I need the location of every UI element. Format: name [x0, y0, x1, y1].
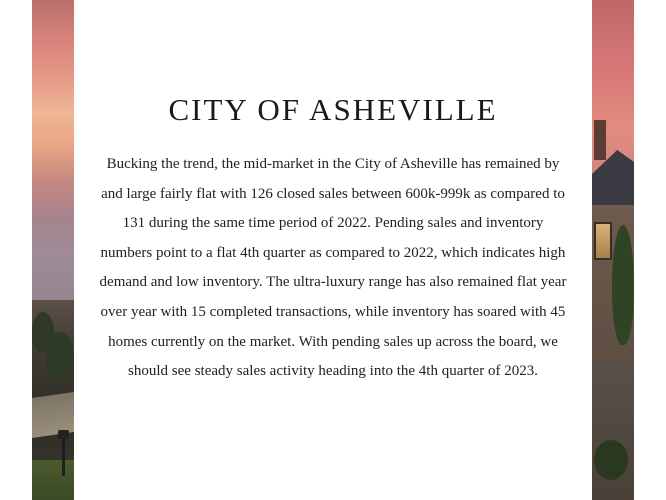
house-window — [594, 222, 612, 260]
evergreen-tree — [612, 225, 634, 345]
chimney — [594, 120, 606, 160]
page-title: CITY OF ASHEVILLE — [168, 92, 498, 127]
lamp-icon — [58, 430, 69, 439]
tree — [46, 332, 74, 382]
right-house-photo — [592, 0, 634, 500]
shrub — [594, 440, 628, 480]
left-landscape-photo — [32, 0, 74, 500]
content-panel — [74, 0, 592, 500]
lamp-post — [62, 436, 65, 476]
sunset-sky — [32, 0, 74, 330]
market-summary-paragraph: Bucking the trend, the mid-market in the City of Asheville has remained by and large fairly flat with 126 closed sales between 600k-999k as compared to 131 during the same time period of 2022. Pending sales and inventory numbers point to a flat 4th quarter as compared to 2022, which indicates high demand and low inventory. The ultra-luxury range has also remained flat year over year with 15 completed transactions, while inventory has soared with 45 homes currently on the market. With pending sales up across the board, we should see steady sales activity heading into the 4th quarter of 2023. — [99, 156, 567, 380]
lawn — [32, 460, 74, 500]
